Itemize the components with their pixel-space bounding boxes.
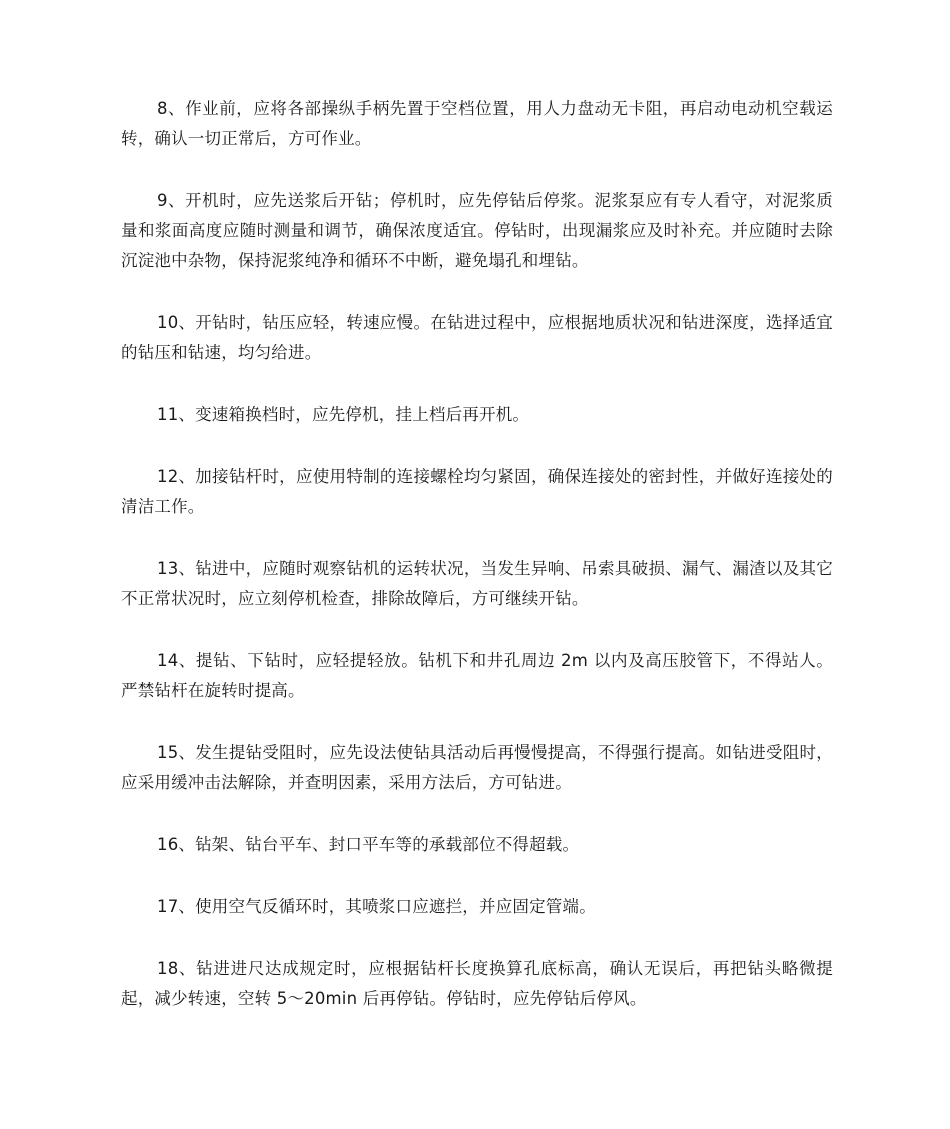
paragraph-17: 17、使用空气反循环时，其喷浆口应遮拦，并应固定管端。 (157, 897, 596, 916)
paragraph-16: 16、钻架、钻台平车、封口平车等的承载部位不得超载。 (157, 835, 580, 854)
paragraph-9: 9、开机时，应先送浆后开钻；停机时，应先停钻后停浆。泥浆泵应有专人看守，对泥浆质量和浆面高度应随时测量和调节，确保浓度适宜。停钻时，出现漏浆应及时补充。并应随时去除沉淀池中杂物，保持泥浆纯净和循环不中断，避免塌孔和埋钻。 (121, 191, 833, 270)
paragraph-15: 15、发生提钻受阻时，应先设法使钻具活动后再慢慢提高，不得强行提高。如钻进受阻时，应采用缓冲击法解除，并查明因素，采用方法后，方可钻进。 (121, 743, 833, 792)
paragraph-11: 11、变速箱换档时，应先停机，挂上档后再开机。 (157, 405, 530, 424)
paragraph-8: 8、作业前，应将各部操纵手柄先置于空档位置，用人力盘动无卡阻，再启动电动机空载运转，确认一切正常后，方可作业。 (121, 99, 833, 148)
paragraph-10: 10、开钻时，钻压应轻，转速应慢。在钻进过程中，应根据地质状况和钻进深度，选择适宜的钻压和钻速，均匀给进。 (121, 313, 833, 362)
paragraph-12: 12、加接钻杆时，应使用特制的连接螺栓均匀紧固，确保连接处的密封性，并做好连接处的清洁工作。 (121, 467, 833, 516)
document-body (121, 94, 833, 1046)
paragraph-18: 18、钻进进尺达成规定时，应根据钻杆长度换算孔底标高，确认无误后，再把钻头略微提起，减少转速，空转 5～20min 后再停钻。停钻时，应先停钻后停风。 (121, 959, 833, 1008)
paragraph-13: 13、钻进中，应随时观察钻机的运转状况，当发生异响、吊索具破损、漏气、漏渣以及其它不正常状况时，应立刻停机检查，排除故障后，方可继续开钻。 (121, 559, 833, 608)
paragraph-14: 14、提钻、下钻时，应轻提轻放。钻机下和井孔周边 2m 以内及高压胶管下，不得站人。严禁钻杆在旋转时提高。 (121, 651, 833, 700)
